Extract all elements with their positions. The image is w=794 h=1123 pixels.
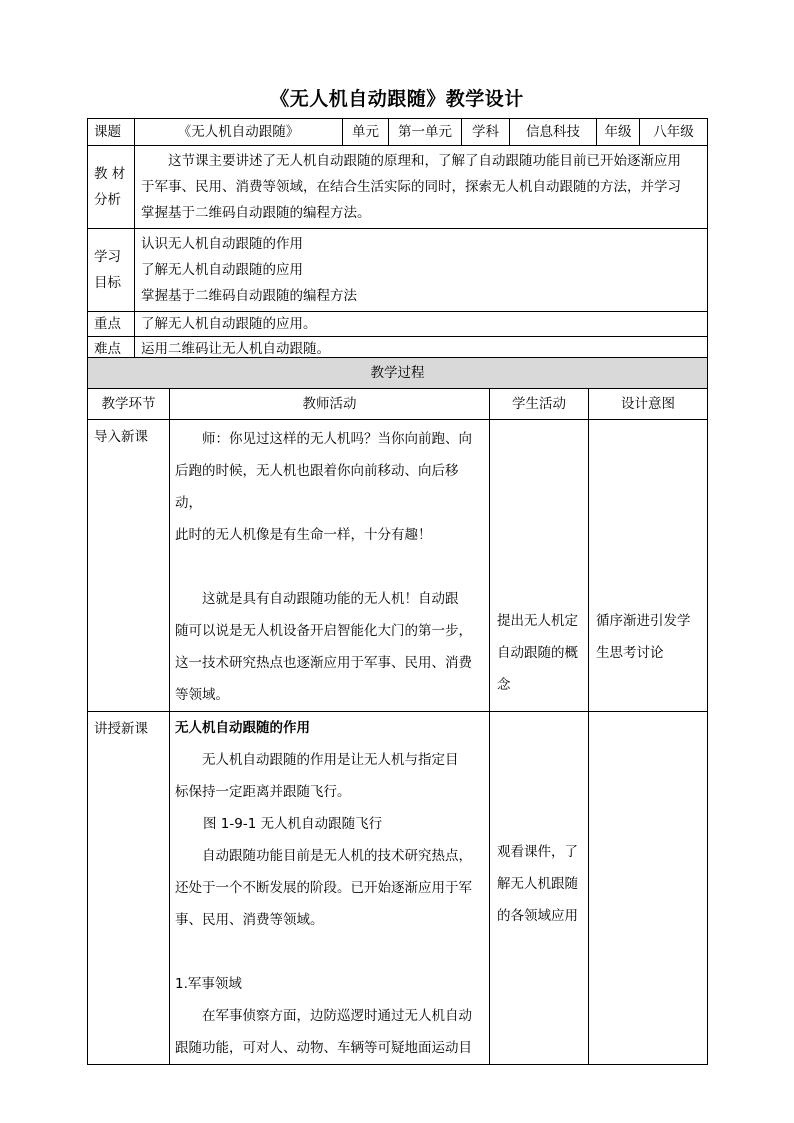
subheading: 1.军事领域 [175, 976, 242, 992]
stage-label: 导入新课 [88, 420, 170, 712]
key-label: 重点 [88, 312, 135, 337]
process-header: 教学过程 [88, 358, 708, 389]
student-activity: 观看课件，了 解无人机跟随 的各领域应用 [490, 712, 589, 1065]
subject-value: 信息科技 [510, 119, 597, 146]
teacher-activity: 无人机自动跟随的作用 无人机自动跟随的作用是让无人机与指定目 标保持一定距离并跟随飞行。 图 1-9-1 无人机自动跟随飞行 自动跟随功能目前是无人机的技术研究热点， 还处于一个不断发展的阶段。已开始逐渐应用于军 事、民用、消费等领域。 1.军事领域 在军事侦察方面，边防巡逻时通过无人机自动 跟随功能，可对人、动物、车辆等可疑地面运动目 [170, 712, 490, 1065]
design-intent: 循序渐进引发学 生思考讨论 [589, 420, 708, 712]
goals-list [135, 229, 708, 312]
goal-item: 认识无人机自动跟随的作用 [141, 236, 303, 252]
key-value: 了解无人机自动跟随的应用。 [135, 312, 708, 337]
column-header: 设计意图 [589, 389, 708, 420]
design-intent [589, 712, 708, 1065]
column-header: 教师活动 [170, 389, 490, 420]
student-activity: 提出无人机定 自动跟随的概 念 [490, 420, 589, 712]
process-table [87, 357, 708, 1065]
grade-label: 年级 [597, 119, 640, 146]
goals-label: 学习 目标 [88, 229, 135, 312]
lecture-row [88, 712, 708, 1065]
analysis-row [88, 146, 708, 229]
stage-label: 讲授新课 [88, 712, 170, 1065]
unit-value: 第一单元 [389, 119, 462, 146]
goal-item: 了解无人机自动跟随的应用 [141, 262, 303, 278]
difficult-label: 难点 [88, 337, 135, 362]
intro-row [88, 420, 708, 712]
analysis-label: 教 材 分析 [88, 146, 135, 229]
column-header: 学生活动 [490, 389, 589, 420]
figure-caption: 图 1-9-1 无人机自动跟随飞行 [203, 816, 383, 832]
subject-label: 学科 [462, 119, 510, 146]
teacher-activity: 师：你见过这样的无人机吗？当你向前跑、向 后跑的时候，无人机也跟着你向前移动、向后移动， 此时的无人机像是有生命一样，十分有趣！ 这就是具有自动跟随功能的无人机！自动跟 随可以说是无人机设备开启智能化大门的第一步， 这一技术研究热点也逐渐应用于军事、民用、消费 等领域。 [170, 420, 490, 712]
difficult-value: 运用二维码让无人机自动跟随。 [135, 337, 708, 362]
info-table [87, 118, 708, 362]
section-heading: 无人机自动跟随的作用 [175, 720, 310, 736]
unit-label: 单元 [343, 119, 389, 146]
goals-row [88, 229, 708, 312]
document-title: 《无人机自动跟随》教学设计 [270, 88, 524, 110]
process-header-row [88, 358, 708, 389]
column-header: 教学环节 [88, 389, 170, 420]
column-header-row [88, 389, 708, 420]
goal-item: 掌握基于二维码自动跟随的编程方法 [141, 288, 357, 304]
analysis-text: 这节课主要讲述了无人机自动跟随的原理和，了解了自动跟随功能目前已开始逐渐应用 于军事、民用、消费等领域，在结合生活实际的同时，探索无人机自动跟随的方法，并学习 掌握基于二维码自动跟随的编程方法。 [135, 146, 708, 229]
grade-value: 八年级 [640, 119, 708, 146]
key-row [88, 312, 708, 337]
topic-label: 课题 [88, 119, 135, 146]
topic-value: 《无人机自动跟随》 [135, 119, 343, 146]
topic-row [88, 119, 708, 146]
